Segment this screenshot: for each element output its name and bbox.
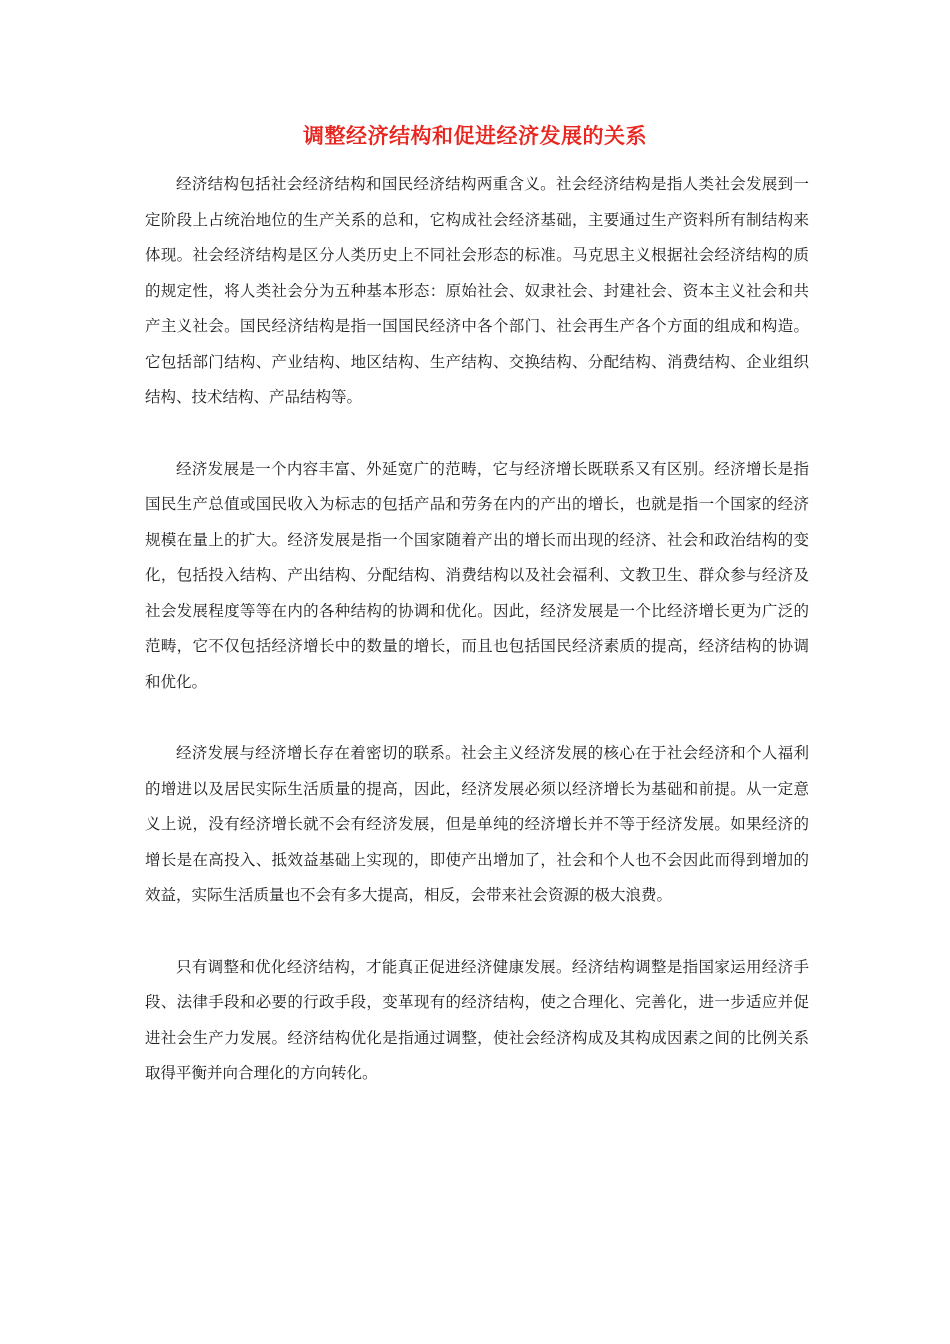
paragraph-structure-adjustment: 只有调整和优化经济结构，才能真正促进经济健康发展。经济结构调整是指国家运用经济手段、法律手段和必要的行政手段，变革现有的经济结构，使之合理化、完善化，进一步适应并促进社会生产力发展。经济结构优化是指通过调整，使社会经济构成及其构成因素之间的比例关系取得平衡并向合理化的方向转化。 — [145, 957, 809, 1082]
paragraph-economic-development: 经济发展是一个内容丰富、外延宽广的范畴，它与经济增长既联系又有区别。经济增长是指国民生产总值或国民收入为标志的包括产品和劳务在内的产出的增长，也就是指一个国家的经济规模在量上的扩大。经济发展是指一个国家随着产出的增长而出现的经济、社会和政治结构的变化，包括投入结构、产出结构、分配结构、消费结构以及社会福利、文教卫生、群众参与经济及社会发展程度等等在内的各种结构的协调和优化。因此，经济发展是一个比经济增长更为广泛的范畴，它不仅包括经济增长中的数量的增长，而且也包括国民经济素质的提高，经济结构的协调和优化。 — [145, 459, 809, 691]
paragraph-economic-structure: 经济结构包括社会经济结构和国民经济结构两重含义。社会经济结构是指人类社会发展到一定阶段上占统治地位的生产关系的总和，它构成社会经济基础，主要通过生产资料所有制结构来体现。社会经济结构是区分人类历史上不同社会形态的标准。马克思主义根据社会经济结构的质的规定性，将人类社会分为五种基本形态：原始社会、奴隶社会、封建社会、资本主义社会和共产主义社会。国民经济结构是指一国国民经济中各个部门、社会再生产各个方面的组成和构造。它包括部门结构、产业结构、地区结构、生产结构、交换结构、分配结构、消费结构、企业组织结构、技术结构、产品结构等。 — [145, 175, 809, 406]
document-body — [145, 167, 809, 1092]
document-title: 调整经济结构和促进经济发展的关系 — [303, 124, 647, 148]
paragraph-development-and-growth: 经济发展与经济增长存在着密切的联系。社会主义经济发展的核心在于社会经济和个人福利的增进以及居民实际生活质量的提高，因此，经济发展必须以经济增长为基础和前提。从一定意义上说，没有经济增长就不会有经济发展，但是单纯的经济增长并不等于经济发展。如果经济的增长是在高投入、抵效益基础上实现的，即使产出增加了，社会和个人也不会因此而得到增加的效益，实际生活质量也不会有多大提高，相反，会带来社会资源的极大浪费。 — [145, 744, 809, 904]
